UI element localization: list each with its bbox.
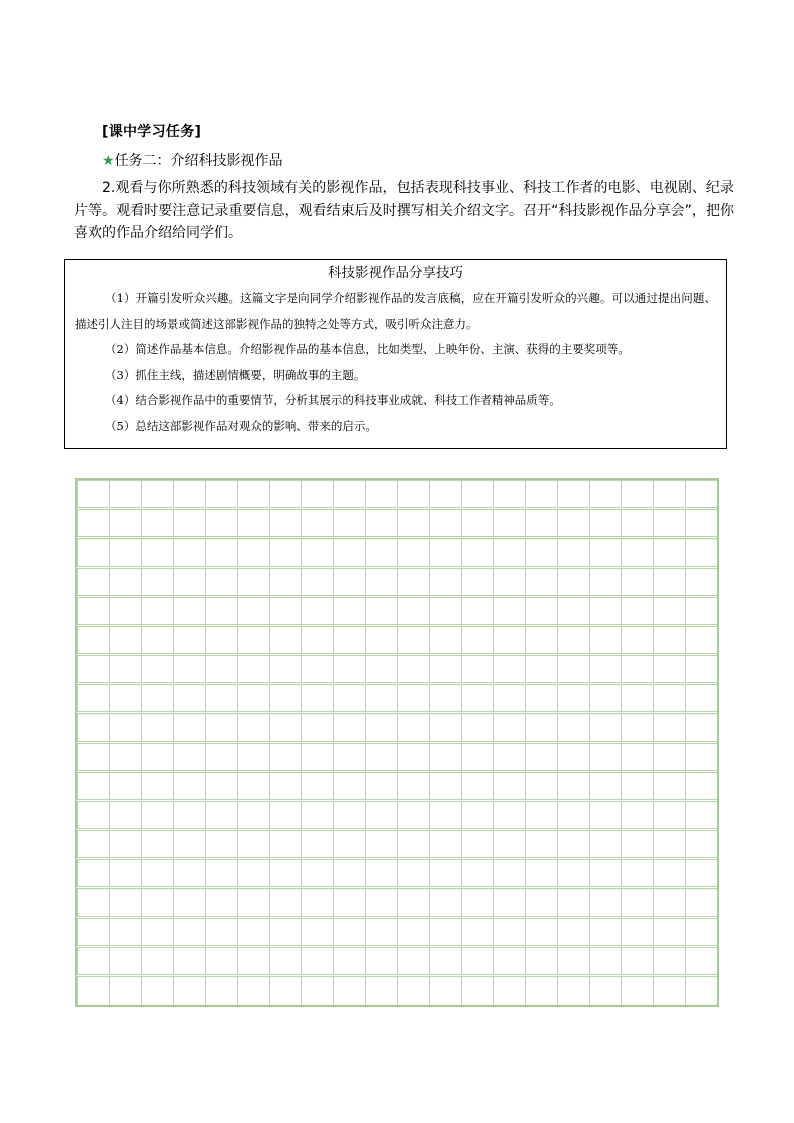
grid-row-divider — [77, 653, 717, 656]
grid-row-divider — [77, 828, 717, 831]
grid-row-divider — [77, 770, 717, 773]
grid-row-divider — [77, 886, 717, 889]
task-instructions: 2.观看与你所熟悉的科技领域有关的影视作品，包括表现科技事业、科技工作者的电影、电视剧、纪录片等。观看时要注意记录重要信息，观看结束后及时撰写相关介绍文字。召开“科技影视作品分享会”，把你喜欢的作品介绍给同学们。 — [74, 180, 734, 241]
grid-row-divider — [77, 741, 717, 744]
tip-item: （2）简述作品基本信息。介绍影视作品的基本信息，比如类型、上映年份、主演、获得的主要奖项等。 — [105, 342, 630, 356]
tips-list — [65, 284, 726, 439]
tip-item: （1）开篇引发听众兴趣。这篇文字是向同学介绍影视作品的发言底稿，应在开篇引发听众的兴趣。可以通过提出问题、描述引人注目的场景或简述这部影视作品的独特之处等方式，吸引听众注意力。 — [75, 291, 716, 331]
tips-box — [64, 259, 727, 449]
grid-row-divider — [77, 682, 717, 685]
grid-row-divider — [77, 945, 717, 948]
star-icon: ★ — [102, 153, 115, 169]
grid-row-divider — [77, 595, 717, 598]
tip-item: （3）抓住主线，描述剧情概要，明确故事的主题。 — [105, 367, 366, 382]
task-title — [102, 150, 283, 170]
grid-row-divider — [77, 624, 717, 627]
grid-row-divider — [77, 507, 717, 510]
grid-row-divider — [77, 974, 717, 977]
task-title-text: 任务二：介绍科技影视作品 — [114, 153, 283, 169]
grid-row-divider — [77, 799, 717, 802]
tips-box-title: 科技影视作品分享技巧 — [328, 265, 463, 281]
writing-grid[interactable] — [75, 478, 719, 1007]
grid-row-divider — [77, 536, 717, 539]
grid-row-divider — [77, 566, 717, 569]
grid-row-divider — [77, 711, 717, 714]
tip-item: （4）结合影视作品中的重要情节，分析其展示的科技事业成就、科技工作者精神品质等。 — [105, 393, 561, 407]
tip-item: （5）总结这部影视作品对观众的影响、带来的启示。 — [105, 418, 377, 433]
grid-row-divider — [77, 857, 717, 860]
grid-row-divider — [77, 916, 717, 919]
section-label: [课中学习任务] — [102, 124, 202, 140]
